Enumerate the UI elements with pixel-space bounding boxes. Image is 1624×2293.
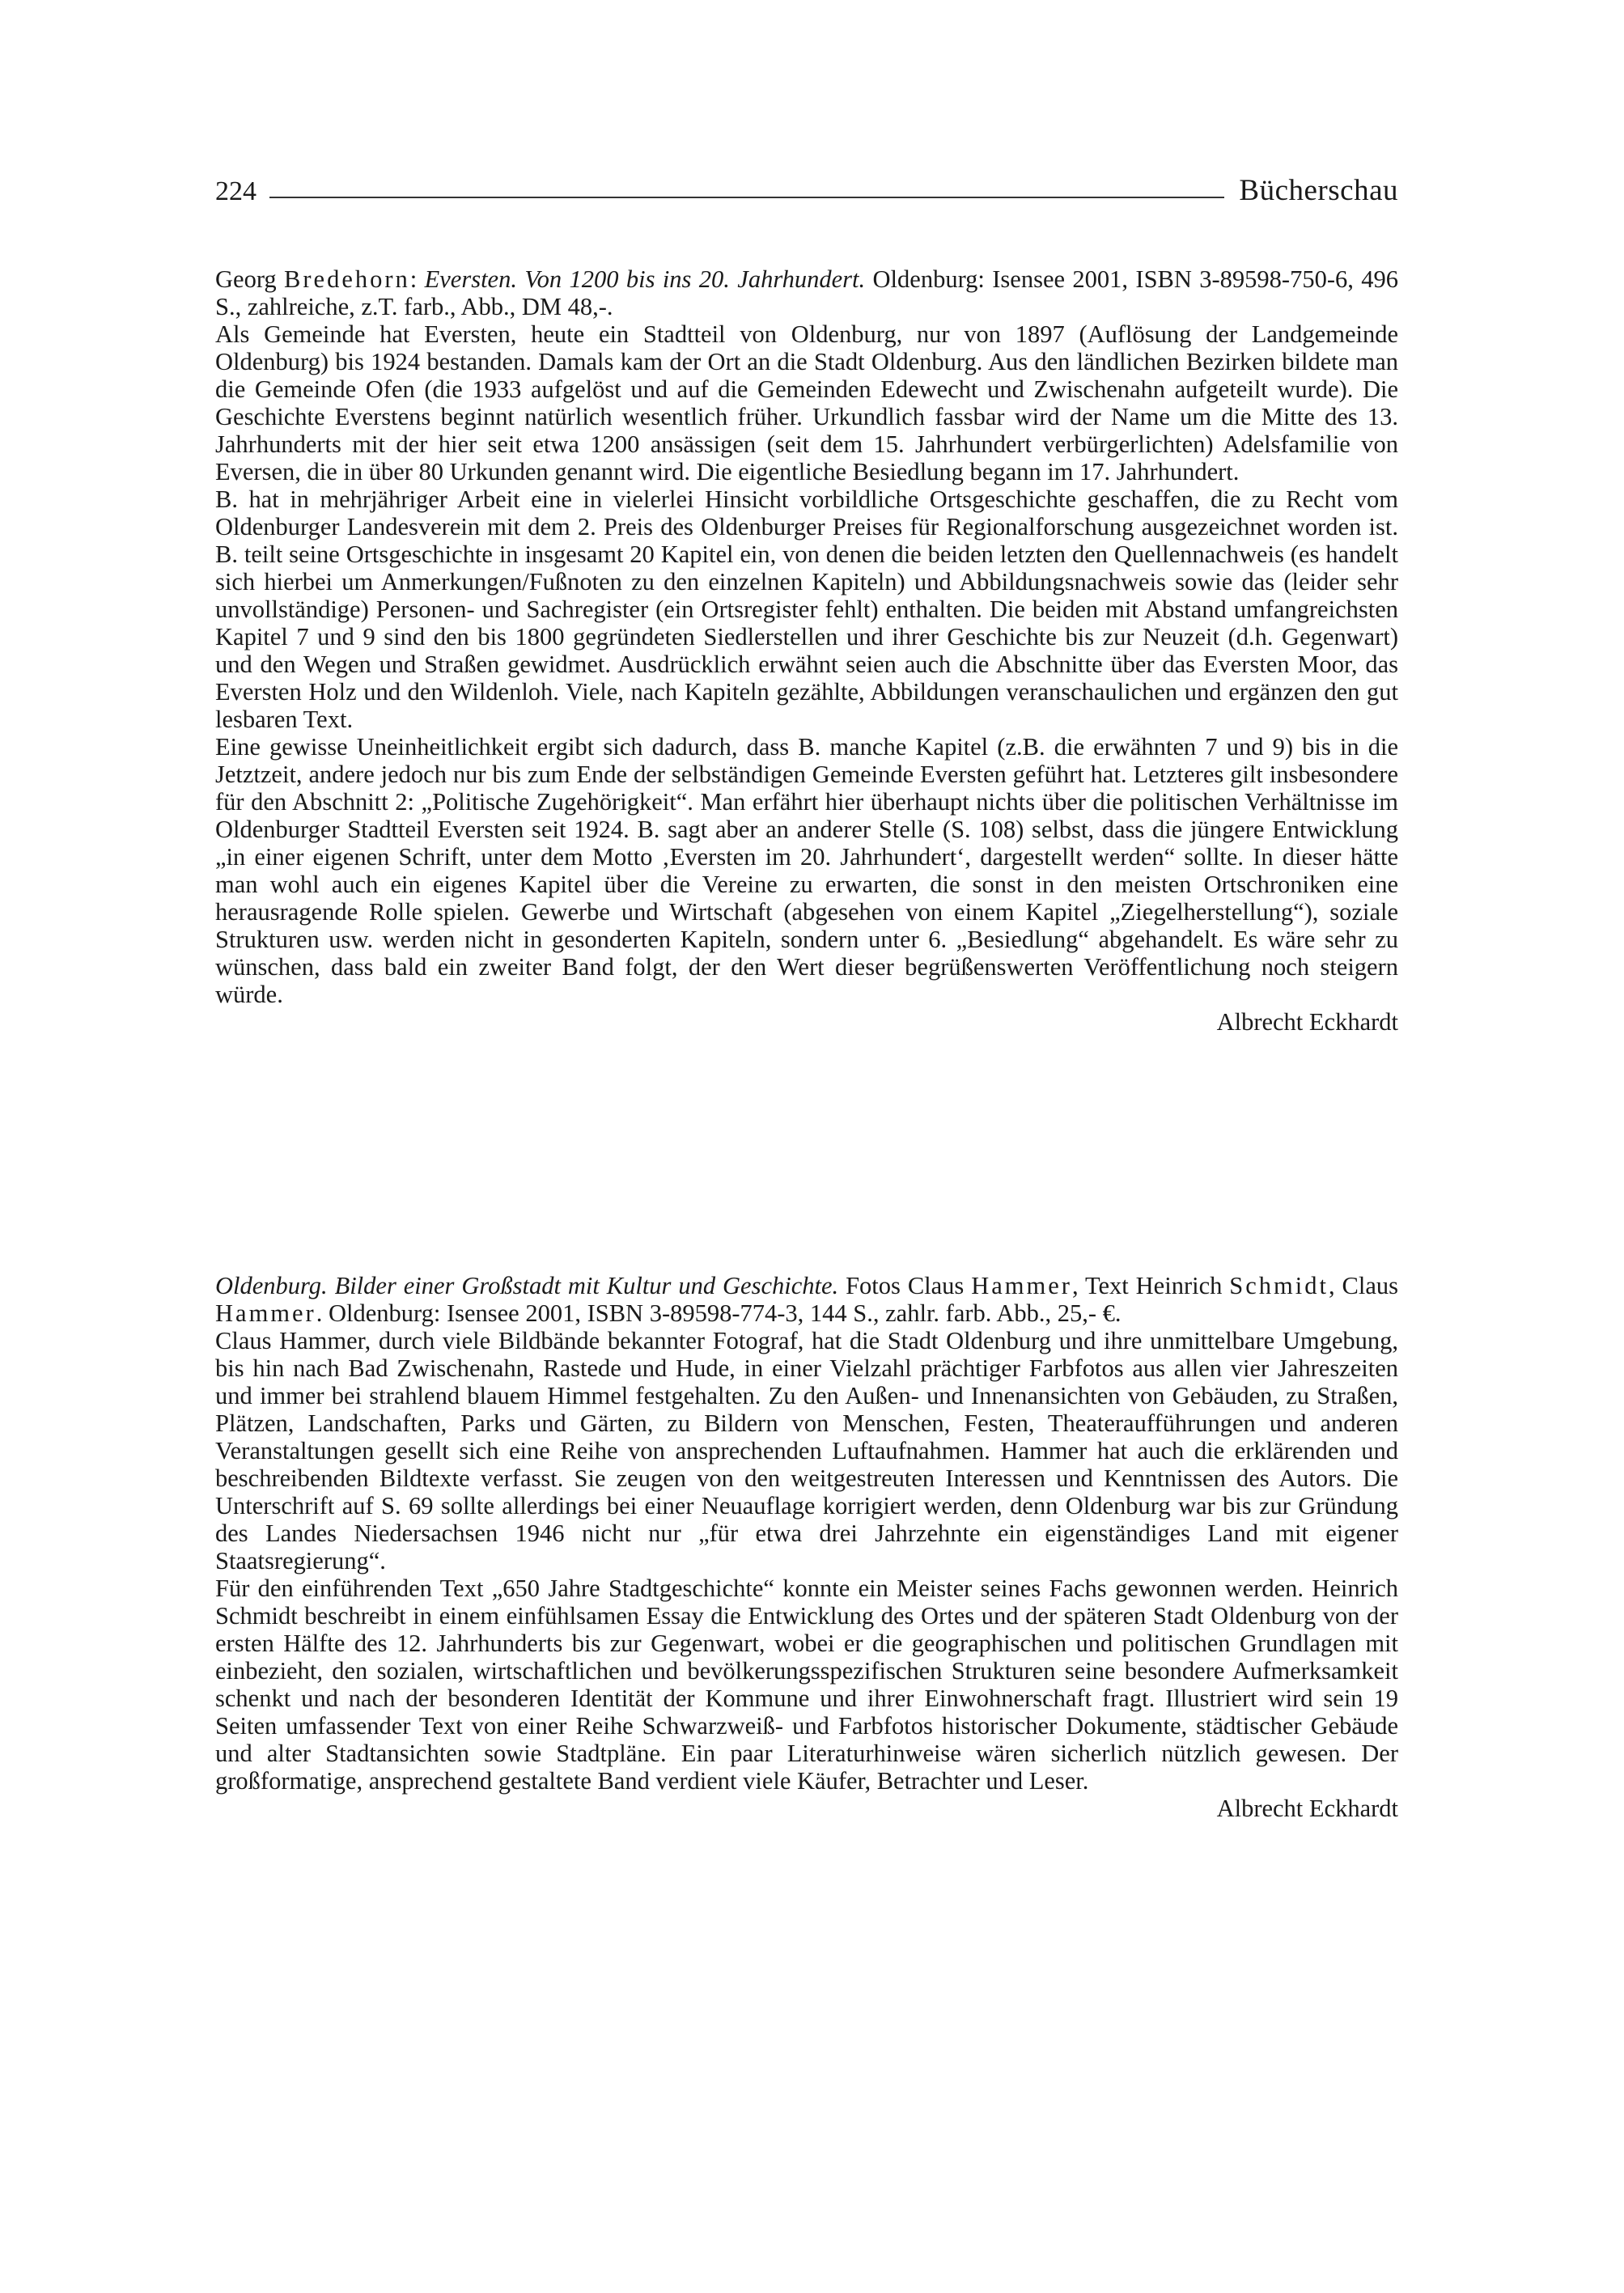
section-title: Bücherschau (1239, 174, 1398, 207)
publication-details: . Oldenburg: Isensee 2001, ISBN 3-89598-774-3, 144 S., zahlr. farb. Abb., 25,- €. (316, 1299, 1122, 1327)
page-number: 224 (215, 176, 257, 206)
review-paragraph: Claus Hammer, durch viele Bildbände bekannter Fotograf, hat die Stadt Oldenburg und ihre unmittelbare Umgebung, bis hin nach Bad Zwischenahn, Rastede und Hude, in einer Vielzahl prächtiger Farbfotos aus allen vier Jahreszeiten und immer bei strahlend blauem Himmel festgehalten. Zu den Außen- und Innenansichten von Gebäuden, zu Straßen, Plätzen, Landschaften, Parks und Gärten, zu Bildern von Menschen, Festen, Theateraufführungen und anderen Veranstaltungen gesellt sich eine Reihe von ansprechenden Luftaufnahmen. Hammer hat auch die erklärenden und beschreibenden Bildtexte verfasst. Sie zeugen von den weitgestreuten Interessen und Kenntnissen des Autors. Die Unterschrift auf S. 69 sollte allerdings bei einer Neuauflage korrigiert werden, denn Oldenburg war bis zur Gründung des Landes Niedersachsen 1946 nicht nur „für etwa drei Jahrzehnte ein eigenständiges Land mit eigener Staatsregierung“. (215, 1327, 1398, 1575)
book-title: Eversten. Von 1200 bis ins 20. Jahrhundert. (424, 265, 866, 293)
photos-credit: Fotos Claus (838, 1272, 972, 1299)
review-paragraph: Als Gemeinde hat Eversten, heute ein Stadtteil von Oldenburg, nur von 1897 (Auflösung der Landgemeinde Oldenburg) bis 1924 bestanden. Damals kam der Ort an die Stadt Oldenburg. Aus den ländlichen Bezirken bildete man die Gemeinde Ofen (die 1933 aufgelöst und auf die Gemeinden Edewecht und Zwischenahn aufgeteilt wurde). Die Geschichte Everstens beginnt natürlich wesentlich früher. Urkundlich fassbar wird der Name um die Mitte des 13. Jahrhunderts mit der hier seit etwa 1200 ansässigen (seit dem 15. Jahrhundert verbürgerlichten) Adelsfamilie von Eversen, die in über 80 Urkunden genannt wird. Die eigentliche Besiedlung begann im 17. Jahrhundert. (215, 320, 1398, 485)
reviewer-signature: Albrecht Eckhardt (1216, 1008, 1398, 1036)
book-title: Oldenburg. Bilder einer Großstadt mit Kultur und Geschichte. (215, 1272, 839, 1299)
text-credit: , Text Heinrich (1071, 1272, 1230, 1299)
co-author-first-name: , Claus (1328, 1272, 1398, 1299)
text-author-last-name: Schmidt (1229, 1272, 1329, 1299)
author-last-name: Bredehorn (284, 265, 410, 293)
author-separator: : (409, 265, 425, 293)
book-review (215, 265, 1398, 1036)
author-first-name: Georg (215, 265, 277, 293)
running-head (215, 165, 1398, 206)
book-review (215, 1272, 1398, 1822)
publication-details: Oldenburg: Isensee 2001, ISBN 3-89598-750-6, 496 S., zahlreiche, z.T. farb., Abb., DM 48,-. (215, 265, 1398, 320)
photographer-last-name: Hammer (971, 1272, 1072, 1299)
header-rule (269, 197, 1224, 198)
review-paragraph: Für den einführenden Text „650 Jahre Stadtgeschichte“ konnte ein Meister seines Fachs gewonnen werden. Heinrich Schmidt beschreibt in einem einfühlsamen Essay die Entwicklung des Ortes und der späteren Stadt Oldenburg von der ersten Hälfte des 12. Jahrhunderts bis zur Gegenwart, wobei er die geographischen und politischen Grundlagen mit einbezieht, den sozialen, wirtschaftlichen und bevölkerungsspezifischen Strukturen seine besondere Aufmerksamkeit schenkt und nach der besonderen Identität der Kommune und ihrer Einwohnerschaft fragt. Illustriert wird sein 19 Seiten umfassender Text von einer Reihe Schwarzweiß- und Farbfotos historischer Dokumente, städtischer Gebäude und alter Stadtansichten sowie Stadtpläne. Ein paar Literaturhinweise wären sicherlich nützlich gewesen. Der großformatige, ansprechend gestaltete Band verdient viele Käufer, Betrachter und Leser. (215, 1575, 1398, 1795)
review-paragraph: Eine gewisse Uneinheitlichkeit ergibt sich dadurch, dass B. manche Kapitel (z.B. die erwähnten 7 und 9) bis in die Jetztzeit, andere jedoch nur bis zum Ende der selbständigen Gemeinde Eversten geführt hat. Letzteres gilt insbesondere für den Abschnitt 2: „Politische Zugehörigkeit“. Man erfährt hier überhaupt nichts über die politischen Verhältnisse im Oldenburger Stadtteil Eversten seit 1924. B. sagt aber an anderer Stelle (S. 108) selbst, dass die jüngere Entwicklung „in einer eigenen Schrift, unter dem Motto ‚Eversten im 20. Jahrhundert‘, dargestellt werden“ sollte. In dieser hätte man wohl auch ein eigenes Kapitel über die Vereine zu erwarten, die sonst in den meisten Ortschroniken eine herausragende Rolle spielen. Gewerbe und Wirtschaft (abgesehen von einem Kapitel „Ziegelherstellung“), soziale Strukturen usw. werden nicht in gesonderten Kapiteln, sondern unter 6. „Besiedlung“ abgehandelt. Es wäre sehr zu wünschen, dass bald ein zweiter Band folgt, der den Wert dieser begrüßenswerten Veröffentlichung noch steigern würde. (215, 733, 1398, 1008)
bibliographic-citation (215, 265, 1398, 320)
co-author-last-name: Hammer (215, 1299, 316, 1327)
reviewer-signature: Albrecht Eckhardt (1216, 1795, 1398, 1822)
bibliographic-citation (215, 1272, 1398, 1327)
review-paragraph: B. hat in mehrjähriger Arbeit eine in vielerlei Hinsicht vorbildliche Ortsgeschichte geschaffen, die zu Recht vom Oldenburger Landesverein mit dem 2. Preis des Oldenburger Preises für Regionalforschung ausgezeichnet worden ist. B. teilt seine Ortsgeschichte in insgesamt 20 Kapitel ein, von denen die beiden letzten den Quellennachweis (es handelt sich hierbei um Anmerkungen/Fußnoten zu den einzelnen Kapiteln) und Abbildungsnachweis sowie das (leider sehr unvollständige) Personen- und Sachregister (ein Ortsregister fehlt) enthalten. Die beiden mit Abstand umfangreichsten Kapitel 7 und 9 sind den bis 1800 gegründeten Siedlerstellen und ihrer Geschichte bis zur Neuzeit (d.h. Gegenwart) und den Wegen und Straßen gewidmet. Ausdrücklich erwähnt seien auch die Abschnitte über das Eversten Moor, das Eversten Holz und den Wildenloh. Viele, nach Kapiteln gezählte, Abbildungen veranschaulichen und ergänzen den gut lesbaren Text. (215, 485, 1398, 733)
